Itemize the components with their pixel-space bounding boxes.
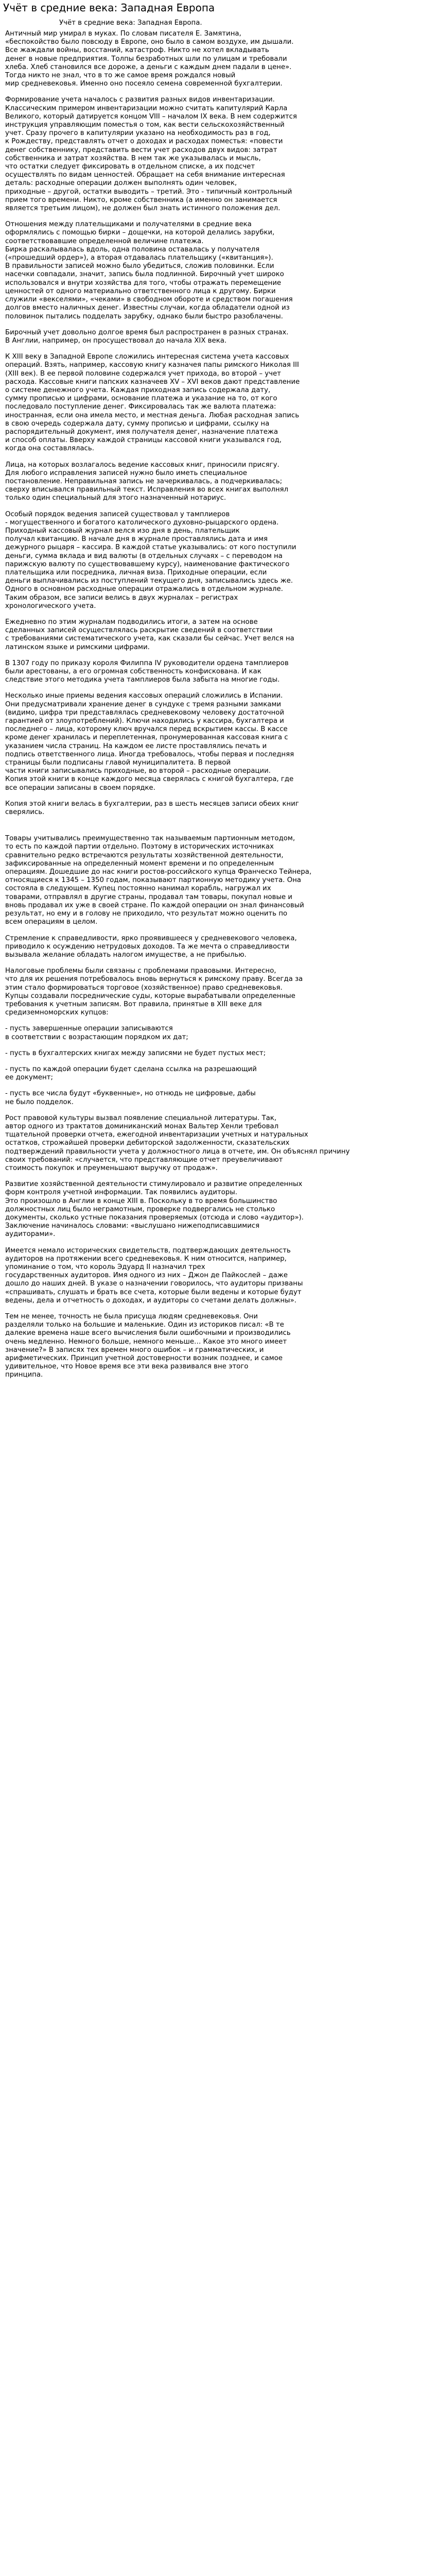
- section-spacer: [0, 824, 436, 835]
- paragraph-4: Бирочный учет довольно долгое время был распространен в разных странах. В Англии, например, он просуществовал до начала XIX века.: [5, 328, 289, 345]
- paragraph-2: Формирование учета началось с развития разных видов инвентаризации. Классическим примером инвентаризации можно считать капитулярий Карла Великого, который датируется концом VIII – началом IX века. В нем содержится инструкция управляющим поместья о том, как вести сельскохозяйственный учет. Сразу прочего в капитулярии указано на необходимость раз в год, к Рождеству, представлять отчет о доходах и расходах поместья: «повести денег собственнику, представить вести учет расходов двух видов: затрат собственника и затрат хозяйства. В нем так же указывалась и мысль, что остатки следует фиксировать в отдельном списке, а их подсчет осуществлять по видам ценностей. Обращает на себя внимание интересная деталь: расходные операции должен выполнять один человек, приходные – другой, остатки выводить – третий. Это - типичный контрольный прием того времени. Никто, кроме собственника (а именно он занимается является третьим лицом), не должен был знать истинного положения дел.: [5, 96, 297, 213]
- rule-item-4: - пусть все числа будут «буквенные», но отнюдь не цифровые, дабы не было подделок.: [5, 1090, 256, 1106]
- page-title: Учёт в средние века: Западная Европа: [3, 2, 215, 14]
- paragraph-3: Отношения между плательщиками и получателями в средние века оформлялись с помощью бирки – дощечки, на которой делались зарубки, соответствовавшие определенной величине платежа. Бирка раскалывалась вдоль, одна половина оставалась у получателя («прошедший ордер»), а вторая отдавалась плательщику («квитанция»). В правильности записей можно было убедиться, сложив половинки. Если насечки совпадали, значит, запись была подлинной. Бирочный учет широко использовался и внутри хозяйства для того, чтобы отражать перемещение ценностей от одного материально ответственного лица к другому. Бирки служили «векселями», «чеками» в свободном обороте и средством погашения долгов вместо наличных денег. Известны случаи, когда обладатели одной из половинок пытались подделать зарубку, однако были быстро разоблачены.: [5, 221, 293, 320]
- paragraph-5: К XIII веку в Западной Европе сложились интересная система учета кассовых операций. Взять, например, кассовую книгу казначея папы римского Николая III (XIII век). В ее первой половине содержался учет прихода, во второй – учет расхода. Кассовые книги папских казначеев XV – XVI веков дают представление о системе денежного учета. Каждая приходная запись содержала дату, сумму прописью и цифрами, основание платежа и указание на то, от кого последовало поступление денег. Фиксировалась так же валюта платежа: иностранная, если она имела место, и местная деньга. Любая расходная запись в свою очередь содержала дату, сумму прописью и цифрами, ссылку на распорядительный документ, имя получателя денег, назначение платежа и способ оплаты. Вверху каждой страницы кассовой книги указывался год, когда она составлялась.: [5, 353, 300, 453]
- paragraph-15: Рост правовой культуры вызвал появление специальной литературы. Так, автор одного из трактатов доминиканский монах Вальтер Хенли требовал тщательной проверки отчета, ежегодной инвентаризации учетных и натуральных остатков, строжайшей проверки дебиторской задолженности, сказательских подтверждений правильности учета у должностного лица в отчете, им. Он объяснял причину своих требований: «случается, что представляющие отчет преувеличивают стоимость покупок и преуменьшают выручку от продаж».: [5, 1114, 350, 1172]
- paragraph-14: Налоговые проблемы были связаны с проблемами правовыми. Интересно, что для их решения потребовалось вновь вернуться к римскому праву. Всегда за этим стало формироваться торговое (хозяйственное) право средневековья. Купцы создавали посреднические суды, которые вырабатывали определенные требования к учетным записям. Вот правила, принятые в XIII веке для средиземноморских купцов:: [5, 967, 303, 1017]
- article-body: [0, 30, 436, 1387]
- paragraph-17: Имеется немало исторических свидетельств, подтверждающих деятельность аудиторов на протяжении всего средневековья. К ним относится, например, упоминание о том, что король Эдуард II назначил трех государственных аудиторов. Имя одного из них – Джон де Пайкослей – даже дошло до наших дней. В указе о назначении говорилось, что аудиторы призваны «спрашивать, слушать и брать все счета, которые были ведены и которые будут ведены, дела и отчетность о доходах, и аудиторы со счетами делать должны».: [5, 1246, 303, 1304]
- paragraph-8: Ежедневно по этим журналам подводились итоги, а затем на основе сделанных записей осуществлялась раскрытие сведений в соответствии с требованиями систематического учета, как сказали бы сейчас. Учет велся на латинском языке и римскими цифрами.: [5, 618, 294, 651]
- rule-item-2: - пусть в бухгалтерских книгах между записями не будет пустых мест;: [5, 1049, 266, 1057]
- paragraph-9: В 1307 году по приказу короля Филиппа IV руководители ордена тамплиеров были арестованы, а его огромная собственность конфискована. И как следствие этого методика учета тамплиеров была забыта на многие годы.: [5, 659, 289, 684]
- rule-item-3: - пусть по каждой операции будет сделана ссылка на разрешающий ее документ;: [5, 1065, 257, 1082]
- article-heading: Учёт в средние века: Западная Европа.: [59, 19, 202, 27]
- rule-item-1: - пусть завершенные операции записываются в соответствии с возрастающим порядком их дат;: [5, 1025, 188, 1041]
- paragraph-16: Развитие хозяйственной деятельности стимулировало и развитие определенных форм контроля учетной информации. Так появились аудиторы. Это произошло в Англии в конце XIII в. Поскольку в то время большинство должностных лиц было неграмотным, проверке подвергались не столько документы, сколько устные показания проверяемых (отсюда и слово «аудитор»). Заключение начиналось словами: «выслушано нижеподписавшимися аудиторами».: [5, 1180, 304, 1239]
- paragraph-13: Стремление к справедливости, ярко проявившееся у средневекового человека, приводило к осуждению нетрудовых доходов. Та же мечта о справедливости вызывала желание обладать налогом имуществе, а не прибылью.: [5, 934, 297, 959]
- paragraph-11: Копия этой книги велась в бухгалтерии, раз в шесть месяцев записи обеих книг сверялись.: [5, 800, 299, 817]
- paragraph-12: Товары учитывались преимущественно так называемым партионным методом, то есть по каждой партии отдельно. Поэтому в исторических источниках сравнительно редко встречаются результаты хозяйственной деятельности, зафиксированные на определенный момент времени и по определенным операциям. Дошедшие до нас книги ростов-российского купца Франческо Тейнера, относящиеся к 1345 – 1350 годам, показывают партионную методику учета. Она состояла в следующем. Купец постоянно нанимал корабль, нагружал их товарами, отправлял в другие страны, продавал там товары, покупал новые и вновь продавал их уже в своей стране. По каждой операции он знал финансовый результат, но ему и в голову не приходило, что результат можно оценить по всем операциям в целом.: [5, 835, 312, 926]
- paragraph-7: Особый порядок ведения записей существовал у тамплиеров - могущественного и богатого католического духовно-рыцарского ордена. Приходный кассовый журнал велся изо дня в день, плательщик получал квитанцию. В начале дня в журнале проставлялись дата и имя дежурного рыцаря – кассира. В каждой статье указывались: от кого поступили деньги, сумма вклада и вид валюты (в отдельных случаях – с переводом на парижскую валюту по существовавшему курсу), наименование фактического плательщика или посредника, личная виза. Приходные операции, если деньги выплачивались из поступлений текущего дня, записывались здесь же. Одного в основном расходные операции отражались в отдельном журнале. Таким образом, все записи велись в двух журналах – регистрах хронологического учета.: [5, 510, 297, 610]
- paragraph-10: Несколько иные приемы ведения кассовых операций сложились в Испании. Они предусматривали хранение денег в сундуке с тремя разными замками (видимо, цифра три представлялась средневековому человеку достаточной гарантией от злоупотреблений). Ключи находились у кассира, бухгалтера и последнего – лица, которому ключ вручался перед вскрытием кассы. В кассе кроме денег хранилась и переплетенная, пронумерованная кассовая книга с указанием числа страниц. На каждом ее листе проставлялись печать и подпись ответственного лица. Иногда требовалось, чтобы первая и последняя страницы были подписаны главой муниципалитета. В первой части книги записывались приходные, во второй – расходные операции. Копия этой книги в конце каждого месяца сверялась с книгой бухгалтера, где все операции записаны в своем порядке.: [5, 692, 294, 792]
- paragraph-1: Античный мир умирал в муках. По словам писателя Е. Замятина, «беспокойство было повсюду в Европе, оно было в самом воздухе, им дышали. Все жаждали войны, восстаний, катастроф. Никто не хотел вкладывать денег в новые предприятия. Толпы безработных шли по улицам и требовали хлеба. Хлеб становился все дороже, а деньги с каждым днем падали в цене». Тогда никто не знал, что в то же самое время рождался новый мир средневековья. Именно оно посеяло семена современной бухгалтерии.: [5, 30, 294, 88]
- paragraph-6: Лица, на которых возлагалось ведение кассовых книг, приносили присягу. Для любого исправления записей нужно было иметь специальное постановление. Неправильная запись не зачеркивалась, а подчеркивалась; сверху вписывался правильный текст. Исправления во всех книгах выполнял только один специальный для этого назначенный нотариус.: [5, 461, 289, 502]
- paragraph-18: Тем не менее, точность не была присуща людям средневековья. Они разделяли только на большие и маленькие. Один из историков писал: «В те далекие времена наше всего вычисления были ошибочными и производились очень медленно. Немного больше, немного меньше… Какое это много имеет значение?» В записях тех времен много ошибок – и грамматических, и арифметических. Принцип учетной достоверности возник позднее, и самое удивительное, что Новое время все эти века развивался вне этого принципа.: [5, 1313, 291, 1379]
